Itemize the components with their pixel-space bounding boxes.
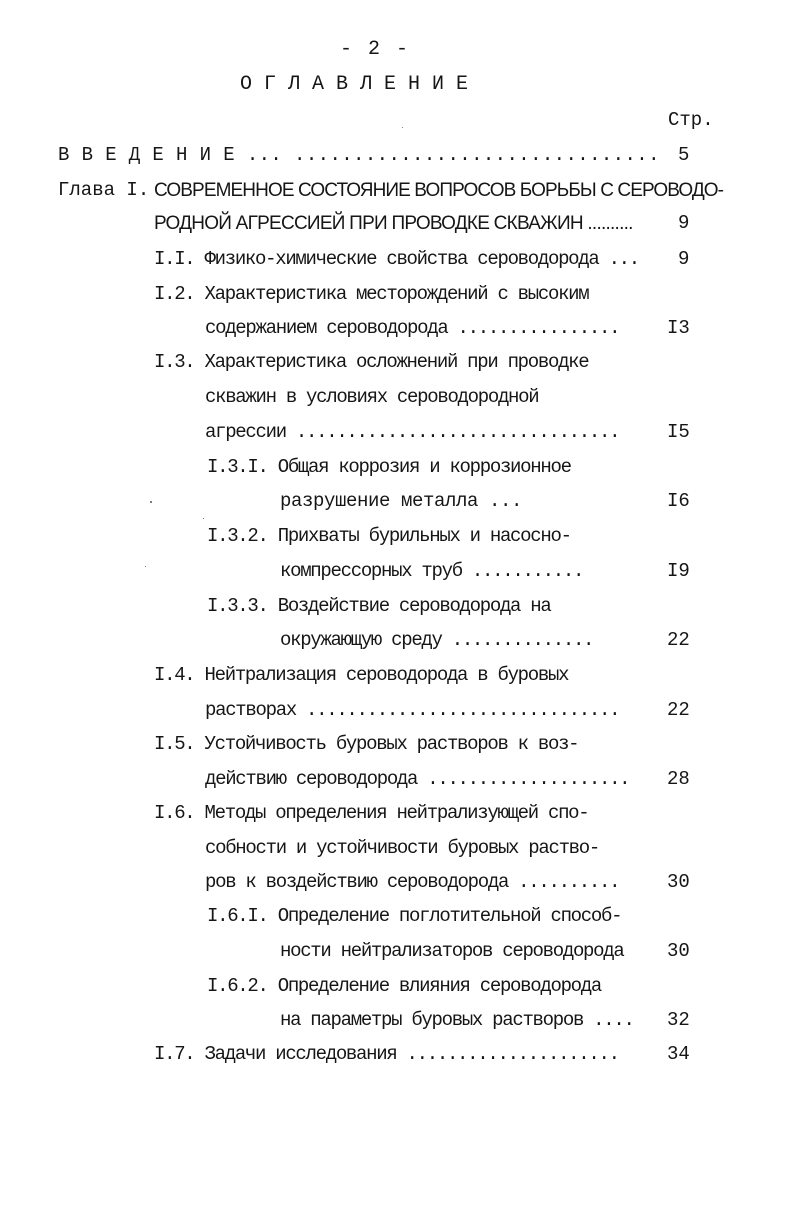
toc-page-1-3-3: 22: [667, 629, 690, 651]
toc-entry-1-3-line2: скважин в условиях сероводородной: [205, 386, 539, 408]
toc-page-1-6-2: 32: [667, 1009, 690, 1031]
page-title: ОГЛАВЛЕНИЕ: [240, 73, 481, 96]
toc-page-1-1: 9: [678, 248, 690, 270]
toc-entry-1-6-1-line2: ности нейтрализаторов сероводорода: [280, 940, 624, 962]
toc-page-1-6-1: 30: [667, 940, 690, 962]
toc-entry-1-3-3-line1: I.3.3. Воздействие сероводорода на: [207, 595, 551, 617]
toc-entry-introduction: В В Е Д Е Н И Е ... ...............................: [58, 144, 660, 166]
toc-page-1-6: 30: [667, 871, 690, 893]
toc-chapter-label: Глава I.: [58, 179, 150, 201]
scan-speck: [145, 566, 146, 567]
toc-entry-1-6-line2: собности и устойчивости буровых раство-: [205, 837, 599, 859]
toc-page-chapter: 9: [678, 212, 690, 234]
toc-entry-1-6-2-line2: на параметры буровых растворов ....: [280, 1009, 634, 1031]
toc-page-1-4: 22: [667, 699, 690, 721]
page-column-header: Стр.: [668, 109, 714, 131]
toc-entry-1-6-line1: I.6. Методы определения нейтрализующей спо-: [154, 802, 589, 824]
scan-speck: [150, 501, 152, 503]
toc-chapter-title-line1: СОВРЕМЕННОЕ СОСТОЯНИЕ ВОПРОСОВ БОРЬБЫ С СЕРОВОДО-: [154, 180, 724, 201]
toc-entry-1-3-1-line2: разрушение металла ...: [280, 490, 523, 512]
toc-entry-1-1: I.I. Физико-химические свойства сероводорода ...: [154, 248, 639, 270]
toc-chapter-title-line2: РОДНОЙ АГРЕССИЕЙ ПРИ ПРОВОДКЕ СКВАЖИН ..........: [154, 213, 633, 234]
scan-speck: [203, 518, 204, 519]
toc-page-1-3: I5: [667, 421, 690, 443]
toc-entry-1-3-2-line2: компрессорных труб ...........: [280, 560, 584, 582]
toc-entry-1-7: I.7. Задачи исследования .....................: [154, 1043, 619, 1065]
page-number: - 2 -: [340, 38, 411, 61]
toc-page-introduction: 5: [678, 144, 690, 166]
toc-entry-1-3-line3: агрессии ................................: [205, 421, 620, 443]
toc-entry-1-3-line1: I.3. Характеристика осложнений при проводке: [154, 351, 589, 373]
toc-entry-1-6-1-line1: I.6.I. Определение поглотительной способ-: [207, 905, 622, 927]
scan-speck: [402, 127, 403, 128]
toc-entry-1-2-line1: I.2. Характеристика месторождений с высоким: [154, 283, 589, 305]
toc-entry-1-3-2-line1: I.3.2. Прихваты бурильных и насосно-: [207, 525, 571, 547]
toc-page-1-3-1: I6: [667, 490, 690, 512]
toc-entry-1-6-2-line1: I.6.2. Определение влияния сероводорода: [207, 975, 601, 997]
toc-entry-1-5-line2: действию сероводорода ....................: [205, 768, 630, 790]
toc-entry-1-4-line2: растворах ...............................: [205, 699, 620, 721]
toc-entry-1-5-line1: I.5. Устойчивость буровых растворов к воз-: [154, 733, 579, 755]
toc-page-1-5: 28: [667, 768, 690, 790]
toc-page-1-2: I3: [667, 317, 690, 339]
toc-entry-1-4-line1: I.4. Нейтрализация сероводорода в буровых: [154, 664, 569, 686]
toc-entry-1-3-3-line2: окружающую среду ..............: [280, 629, 594, 651]
toc-page-1-7: 34: [667, 1043, 690, 1065]
toc-entry-1-2-line2: содержанием сероводорода ................: [205, 317, 620, 339]
toc-page-1-3-2: I9: [667, 560, 690, 582]
toc-entry-1-3-1-line1: I.3.I. Общая коррозия и коррозионное: [207, 456, 571, 478]
toc-entry-1-6-line3: ров к воздействию сероводорода ..........: [205, 871, 620, 893]
